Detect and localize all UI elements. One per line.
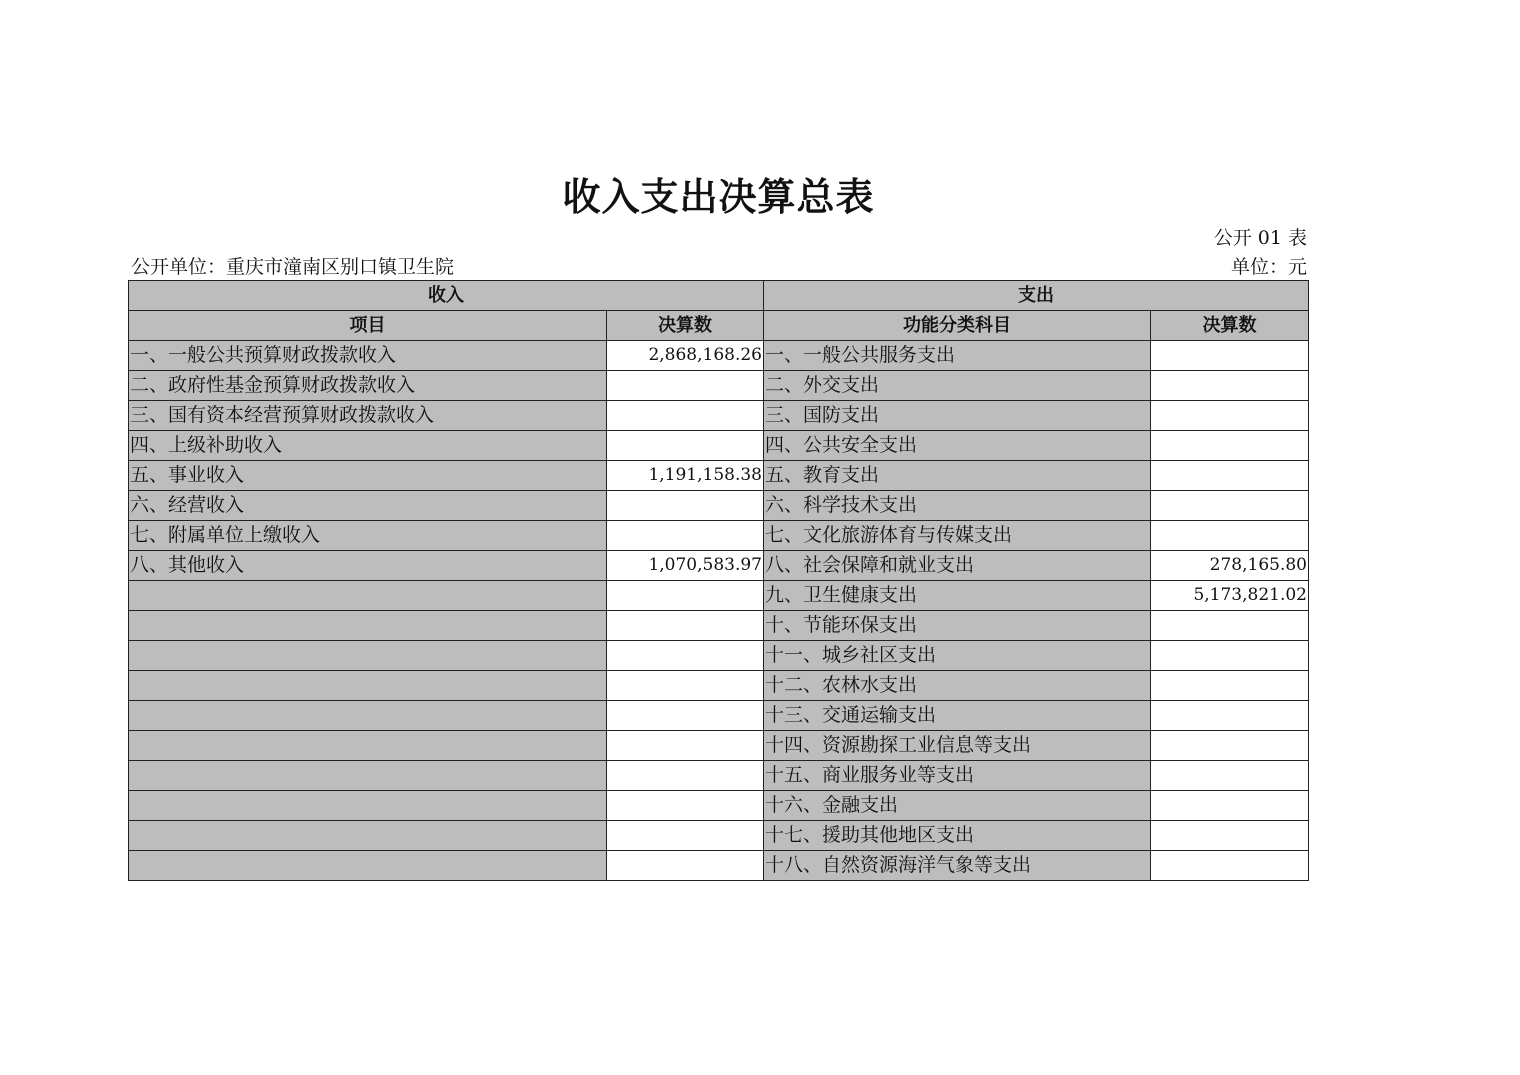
page-title: 收入支出决算总表: [562, 174, 875, 219]
expense-amount-cell: [1151, 491, 1309, 521]
expense-amount-cell: [1151, 701, 1309, 731]
expense-amount-cell: 5,173,821.02: [1151, 581, 1309, 611]
table-row: [129, 611, 1309, 641]
table-row: [129, 551, 1309, 581]
expense-amount-cell: [1151, 761, 1309, 791]
expense-item-cell: 十八、自然资源海洋气象等支出: [764, 851, 1151, 881]
income-item-cell: [129, 641, 607, 671]
expense-amount-cell: [1151, 371, 1309, 401]
expense-item-cell: 十六、金融支出: [764, 791, 1151, 821]
expense-item-cell: 十三、交通运输支出: [764, 701, 1151, 731]
income-item-cell: [129, 821, 607, 851]
expense-item-cell: 三、国防支出: [764, 401, 1151, 431]
income-expense-table: [128, 280, 1309, 881]
table-body: [129, 341, 1309, 881]
table-row: [129, 671, 1309, 701]
income-item-cell: 四、上级补助收入: [129, 431, 607, 461]
expense-amount-cell: [1151, 791, 1309, 821]
expense-item-cell: 五、教育支出: [764, 461, 1151, 491]
income-amount-cell: [607, 431, 764, 461]
expense-amount-cell: [1151, 731, 1309, 761]
table-row: [129, 341, 1309, 371]
expense-amount-cell: [1151, 521, 1309, 551]
expense-item-cell: 十四、资源勘探工业信息等支出: [764, 731, 1151, 761]
col-header-function: 功能分类科目: [764, 311, 1151, 341]
expense-item-cell: 四、公共安全支出: [764, 431, 1151, 461]
col-header-item: 项目: [129, 311, 607, 341]
table-row: [129, 431, 1309, 461]
income-amount-cell: [607, 851, 764, 881]
table-row: [129, 371, 1309, 401]
expense-amount-cell: [1151, 641, 1309, 671]
income-item-cell: [129, 581, 607, 611]
expense-amount-cell: 278,165.80: [1151, 551, 1309, 581]
income-item-cell: 三、国有资本经营预算财政拨款收入: [129, 401, 607, 431]
table-row: [129, 851, 1309, 881]
expense-item-cell: 一、一般公共服务支出: [764, 341, 1151, 371]
income-item-cell: [129, 611, 607, 641]
table-row: [129, 731, 1309, 761]
income-item-cell: [129, 791, 607, 821]
expense-item-cell: 十二、农林水支出: [764, 671, 1151, 701]
expense-amount-cell: [1151, 341, 1309, 371]
expense-amount-cell: [1151, 461, 1309, 491]
income-amount-cell: [607, 701, 764, 731]
income-item-cell: 五、事业收入: [129, 461, 607, 491]
table-row: [129, 401, 1309, 431]
expense-amount-cell: [1151, 401, 1309, 431]
income-item-cell: [129, 851, 607, 881]
expense-item-cell: 十一、城乡社区支出: [764, 641, 1151, 671]
income-amount-cell: [607, 791, 764, 821]
table-row: [129, 761, 1309, 791]
table-row: [129, 491, 1309, 521]
income-amount-cell: 1,070,583.97: [607, 551, 764, 581]
expense-amount-cell: [1151, 671, 1309, 701]
expense-item-cell: 七、文化旅游体育与传媒支出: [764, 521, 1151, 551]
table-row: [129, 791, 1309, 821]
expense-item-cell: 九、卫生健康支出: [764, 581, 1151, 611]
table-row: [129, 521, 1309, 551]
income-amount-cell: 2,868,168.26: [607, 341, 764, 371]
income-amount-cell: [607, 821, 764, 851]
income-amount-cell: [607, 491, 764, 521]
expense-item-cell: 二、外交支出: [764, 371, 1151, 401]
income-item-cell: [129, 761, 607, 791]
expense-item-cell: 八、社会保障和就业支出: [764, 551, 1151, 581]
income-amount-cell: [607, 731, 764, 761]
expense-amount-cell: [1151, 851, 1309, 881]
income-item-cell: 一、一般公共预算财政拨款收入: [129, 341, 607, 371]
income-amount-cell: [607, 521, 764, 551]
expense-item-cell: 十五、商业服务业等支出: [764, 761, 1151, 791]
income-amount-cell: 1,191,158.38: [607, 461, 764, 491]
table-row: [129, 641, 1309, 671]
form-number: 公开 01 表: [1213, 227, 1307, 249]
table-row: [129, 581, 1309, 611]
income-group-header: 收入: [129, 281, 764, 311]
group-header-row: [129, 281, 1309, 311]
currency-unit: 单位：元: [1230, 256, 1307, 278]
expense-amount-cell: [1151, 611, 1309, 641]
income-amount-cell: [607, 371, 764, 401]
income-item-cell: [129, 671, 607, 701]
expense-group-header: 支出: [764, 281, 1309, 311]
reporting-unit: 公开单位：重庆市潼南区别口镇卫生院: [131, 256, 455, 278]
expense-item-cell: 六、科学技术支出: [764, 491, 1151, 521]
income-amount-cell: [607, 401, 764, 431]
expense-item-cell: 十、节能环保支出: [764, 611, 1151, 641]
table-row: [129, 821, 1309, 851]
col-header-expense-amount: 决算数: [1151, 311, 1309, 341]
col-header-income-amount: 决算数: [607, 311, 764, 341]
income-amount-cell: [607, 611, 764, 641]
income-item-cell: 七、附属单位上缴收入: [129, 521, 607, 551]
income-amount-cell: [607, 581, 764, 611]
income-amount-cell: [607, 641, 764, 671]
income-item-cell: [129, 701, 607, 731]
expense-amount-cell: [1151, 821, 1309, 851]
expense-item-cell: 十七、援助其他地区支出: [764, 821, 1151, 851]
income-item-cell: [129, 731, 607, 761]
income-amount-cell: [607, 671, 764, 701]
table-row: [129, 461, 1309, 491]
income-item-cell: 二、政府性基金预算财政拨款收入: [129, 371, 607, 401]
income-item-cell: 八、其他收入: [129, 551, 607, 581]
table-row: [129, 701, 1309, 731]
income-item-cell: 六、经营收入: [129, 491, 607, 521]
income-amount-cell: [607, 761, 764, 791]
expense-amount-cell: [1151, 431, 1309, 461]
column-header-row: [129, 311, 1309, 341]
